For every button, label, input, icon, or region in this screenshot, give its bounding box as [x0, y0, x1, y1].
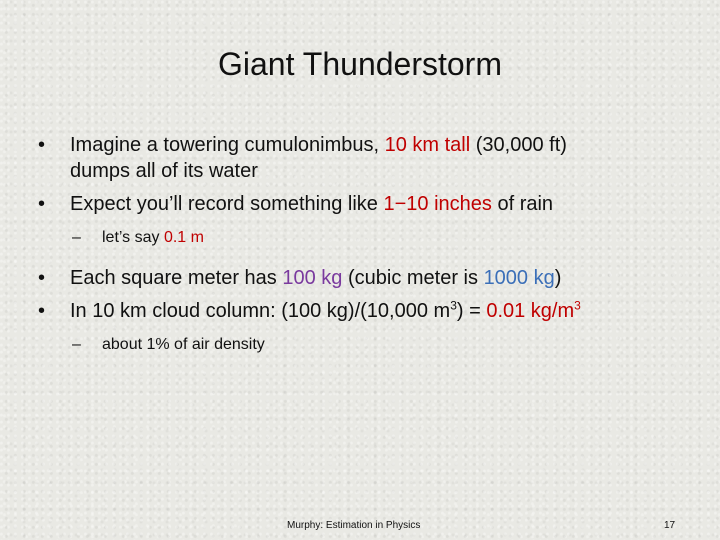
bullet-text: Expect you’ll record something like: [70, 193, 384, 215]
superscript: 3: [574, 298, 581, 313]
sub-bullet-marker: –: [72, 336, 81, 353]
highlight-blue: 1000 kg: [483, 267, 555, 289]
bullet-text: dumps all of its water: [70, 160, 258, 182]
slide-title: Giant Thunderstorm: [218, 46, 502, 82]
sub-bullet-text: about 1% of air density: [102, 336, 265, 353]
sub-bullet-marker: –: [72, 229, 81, 246]
bullet-text: Each square meter has: [70, 267, 283, 289]
sub-bullet-item: [26, 227, 696, 249]
bullet-item: [26, 298, 696, 324]
sub-bullet-text: let’s say: [102, 229, 164, 246]
bullet-marker: •: [38, 193, 46, 215]
bullet-text: ) =: [456, 300, 487, 322]
bullet-marker: •: [38, 134, 46, 156]
bullet-text: ): [554, 267, 562, 289]
bullet-item: [26, 132, 696, 184]
page-number: 17: [664, 520, 676, 531]
bullet-marker: •: [38, 300, 46, 322]
highlight-red: 1−10 inches: [383, 193, 492, 215]
superscript: 3: [450, 298, 457, 313]
footer-source: Murphy: Estimation in Physics: [287, 520, 421, 531]
sub-bullet-item: [26, 334, 696, 356]
bullet-item: [26, 191, 696, 217]
highlight-purple: 100 kg: [282, 267, 343, 289]
bullet-text: of rain: [491, 193, 554, 215]
bullet-text: (30,000 ft): [470, 134, 567, 156]
bullet-item: [26, 265, 696, 291]
highlight-red: 10 km tall: [384, 134, 471, 156]
bullet-text: (cubic meter is: [342, 267, 484, 289]
highlight-red: 0.1 m: [163, 229, 204, 246]
bullet-marker: •: [38, 267, 46, 289]
bullet-list: [26, 132, 696, 356]
bullet-text: In 10 km cloud column: (100 kg)/(10,000 m: [70, 300, 451, 322]
bullet-text: Imagine a towering cumulonimbus,: [70, 134, 385, 156]
highlight-red: 0.01 kg/m: [486, 300, 575, 322]
